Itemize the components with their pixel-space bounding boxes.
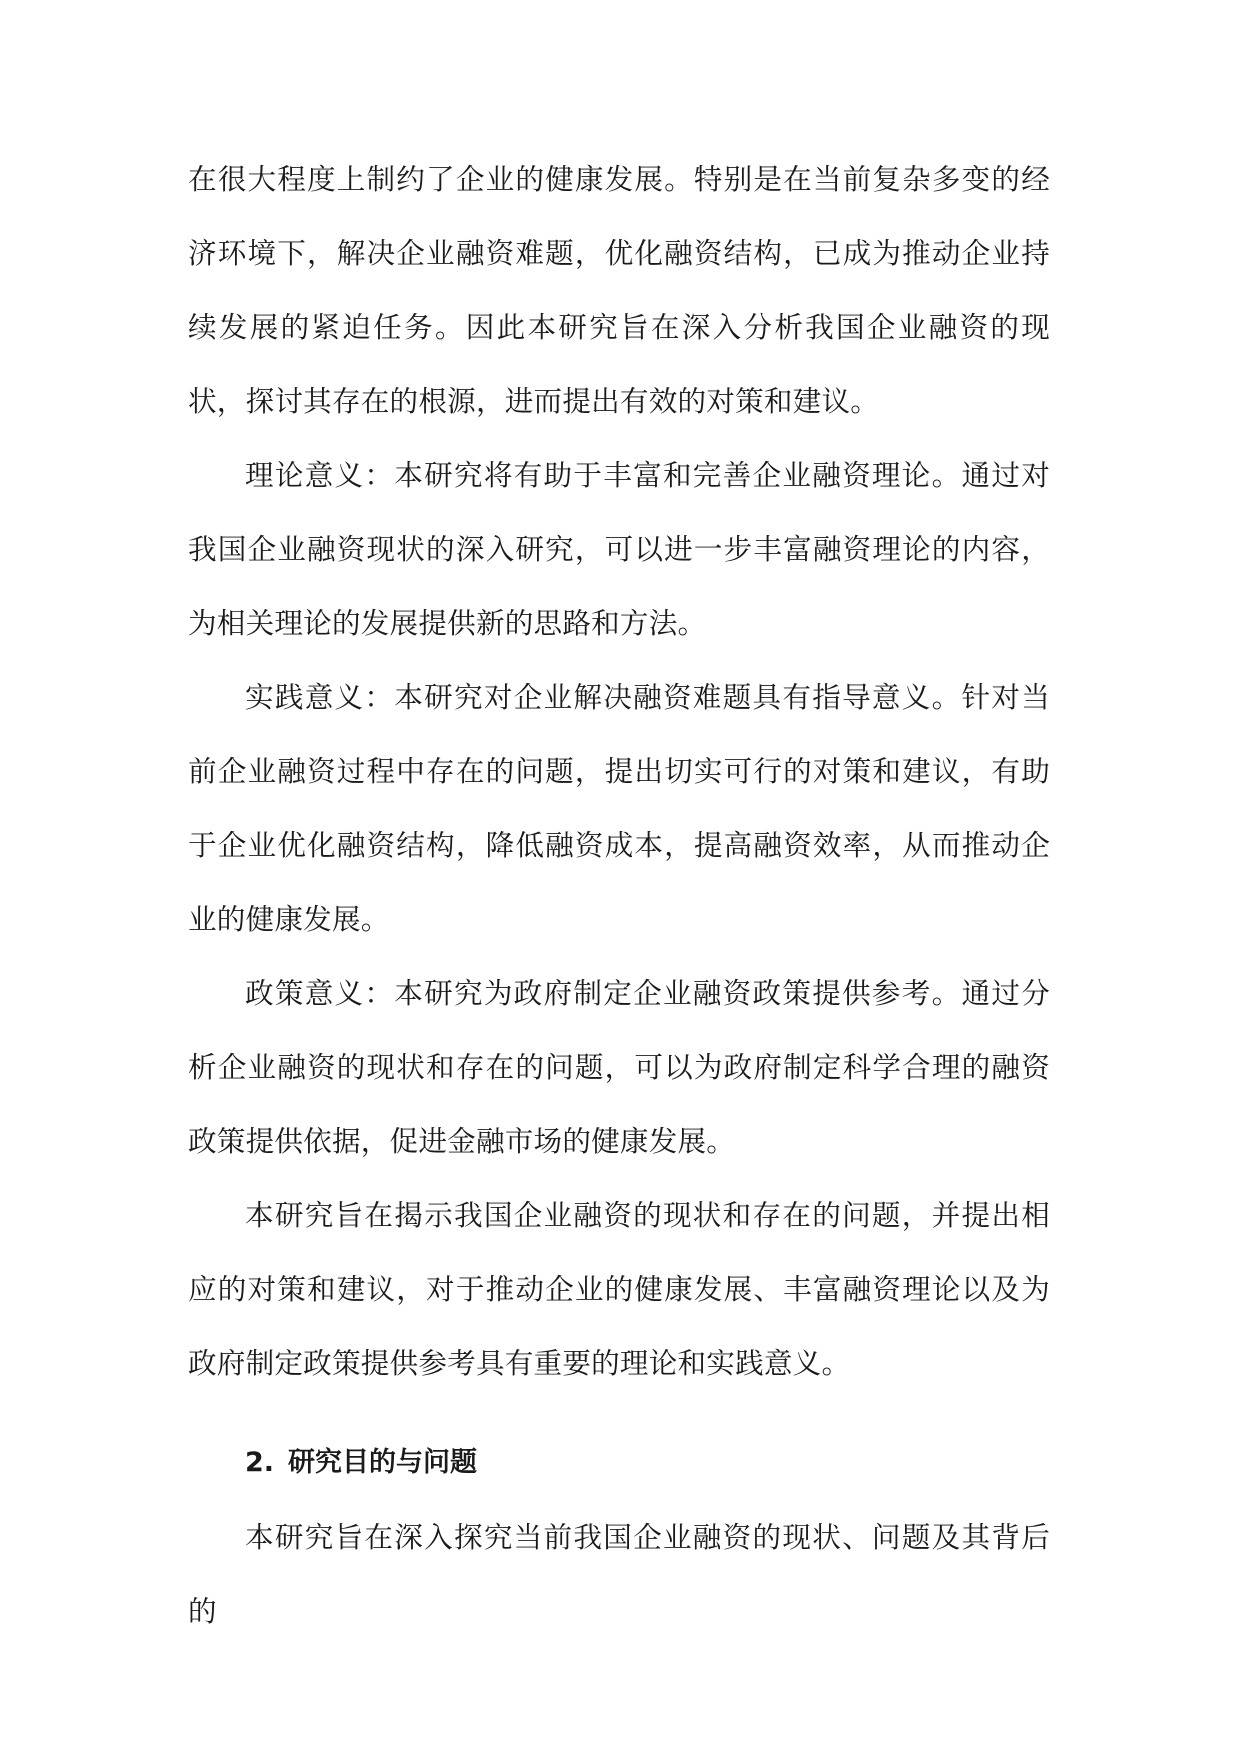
paragraph-background: 在很大程度上制约了企业的健康发展。特别是在当前复杂多变的经济环境下，解决企业融资难题，优化融资结构，已成为推动企业持续发展的紧迫任务。因此本研究旨在深入分析我国企业融资的现状，探讨其存在的根源，进而提出有效的对策和建议。: [188, 162, 1050, 418]
document-body: [188, 142, 1050, 1648]
section-title: 研究目的与问题: [288, 1447, 478, 1478]
section-heading: [188, 1426, 1050, 1500]
paragraph-policy-significance: 政策意义：本研究为政府制定企业融资政策提供参考。通过分析企业融资的现状和存在的问题，可以为政府制定科学合理的融资政策提供依据，促进金融市场的健康发展。: [188, 976, 1050, 1158]
paragraph-research-purpose: 本研究旨在深入探究当前我国企业融资的现状、问题及其背后的: [188, 1520, 1050, 1628]
paragraph-theoretical-significance: 理论意义：本研究将有助于丰富和完善企业融资理论。通过对我国企业融资现状的深入研究，可以进一步丰富融资理论的内容，为相关理论的发展提供新的思路和方法。: [188, 458, 1050, 640]
paragraph-summary: 本研究旨在揭示我国企业融资的现状和存在的问题，并提出相应的对策和建议，对于推动企业的健康发展、丰富融资理论以及为政府制定政策提供参考具有重要的理论和实践意义。: [188, 1198, 1050, 1380]
paragraph-practical-significance: 实践意义：本研究对企业解决融资难题具有指导意义。针对当前企业融资过程中存在的问题，提出切实可行的对策和建议，有助于企业优化融资结构，降低融资成本，提高融资效率，从而推动企业的健康发展。: [188, 680, 1050, 936]
section-number: 2.: [245, 1447, 275, 1478]
